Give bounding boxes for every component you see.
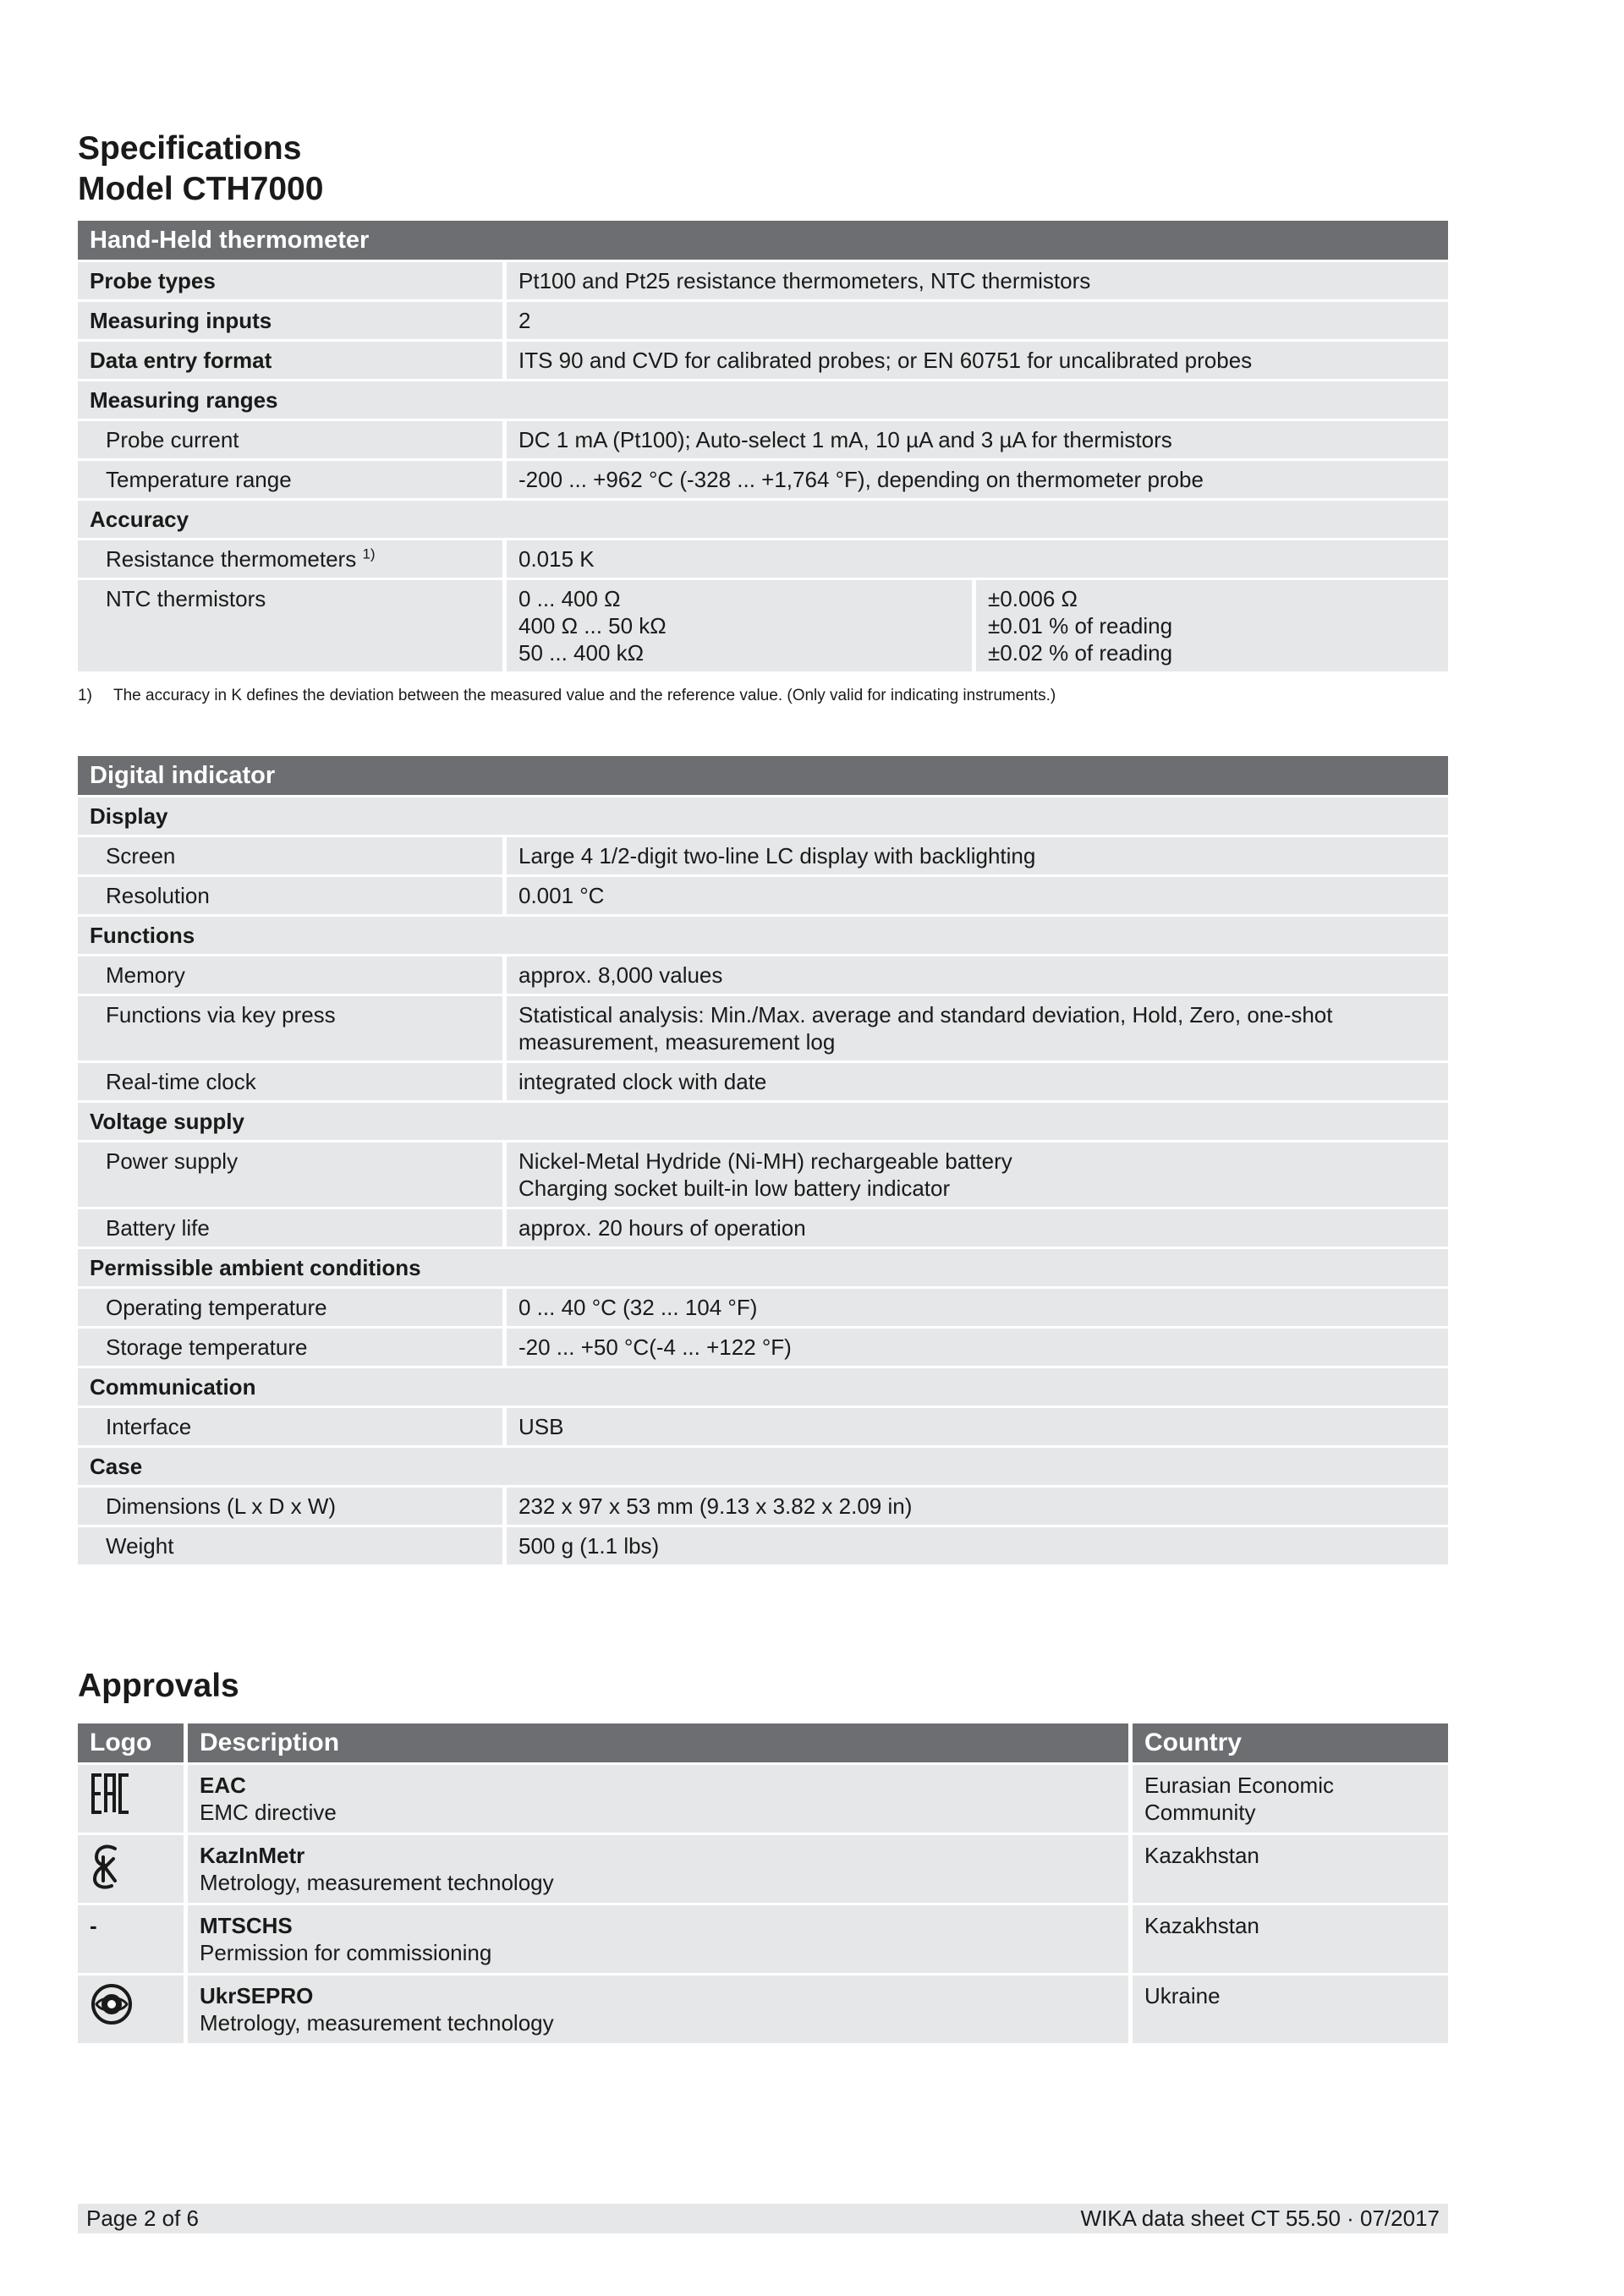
value: Large 4 1/2-digit two-line LC display with backlighting bbox=[507, 837, 1448, 874]
footnote bbox=[78, 687, 1056, 705]
digital-table bbox=[78, 756, 1448, 1567]
row-functions bbox=[78, 917, 1448, 954]
ntc-accuracies bbox=[976, 580, 1448, 671]
page-footer bbox=[78, 2204, 1448, 2233]
label: Operating temperature bbox=[78, 1289, 502, 1326]
country-line: Eurasian Economic bbox=[1144, 1773, 1334, 1798]
approval-name: EAC bbox=[200, 1773, 246, 1798]
country-cell bbox=[1133, 1835, 1448, 1903]
value: 232 x 97 x 53 mm (9.13 x 3.82 x 2.09 in) bbox=[507, 1488, 1448, 1525]
approval-name: MTSCHS bbox=[200, 1913, 293, 1938]
country-cell bbox=[1133, 1975, 1448, 2043]
label: Measuring inputs bbox=[78, 302, 502, 339]
row-probe-types bbox=[78, 262, 1448, 299]
row-ambient bbox=[78, 1249, 1448, 1286]
label-text: Resistance thermometers bbox=[106, 546, 357, 572]
label: Probe types bbox=[78, 262, 502, 299]
row-resolution bbox=[78, 877, 1448, 914]
approvals-table bbox=[78, 1723, 1448, 2046]
digital-header: Digital indicator bbox=[78, 756, 1448, 795]
label: Probe current bbox=[78, 421, 502, 458]
row-weight bbox=[78, 1527, 1448, 1564]
group-label: Measuring ranges bbox=[78, 381, 1448, 419]
approval-row-eac bbox=[78, 1765, 1448, 1833]
label: Power supply bbox=[78, 1143, 502, 1207]
row-measuring-ranges bbox=[78, 381, 1448, 419]
approval-row-ukrsepro bbox=[78, 1975, 1448, 2043]
handheld-header: Hand-Held thermometer bbox=[78, 221, 1448, 260]
label: Real-time clock bbox=[78, 1063, 502, 1100]
title-line-2: Model CTH7000 bbox=[78, 171, 324, 207]
group-label: Display bbox=[78, 797, 1448, 835]
header-logo: Logo bbox=[78, 1723, 184, 1762]
ntc-accuracy: ±0.02 % of reading bbox=[988, 640, 1173, 666]
value-line: measurement, measurement log bbox=[518, 1029, 836, 1055]
ntc-accuracy: ±0.006 Ω bbox=[988, 586, 1078, 611]
label: Data entry format bbox=[78, 342, 502, 379]
value: -200 ... +962 °C (-328 ... +1,764 °F), depending on thermometer probe bbox=[507, 461, 1448, 498]
page-title bbox=[78, 129, 323, 210]
country-line: Community bbox=[1144, 1800, 1256, 1825]
kazinmetr-logo-icon bbox=[90, 1842, 123, 1891]
approval-desc: Permission for commissioning bbox=[200, 1940, 492, 1965]
handheld-table bbox=[78, 221, 1448, 674]
row-power bbox=[78, 1143, 1448, 1207]
ntc-ranges bbox=[507, 580, 972, 671]
row-operating bbox=[78, 1289, 1448, 1326]
country-line: Kazakhstan bbox=[1144, 1913, 1259, 1938]
footnote-text: The accuracy in K defines the deviation between the measured value and the reference value. (Only valid for indicating instruments.) bbox=[113, 687, 1056, 704]
group-label: Permissible ambient conditions bbox=[78, 1249, 1448, 1286]
value-line: Statistical analysis: Min./Max. average and standard deviation, Hold, Zero, one-shot bbox=[518, 1002, 1333, 1027]
value: -20 ... +50 °C(-4 ... +122 °F) bbox=[507, 1329, 1448, 1366]
row-memory bbox=[78, 956, 1448, 994]
label: Storage temperature bbox=[78, 1329, 502, 1366]
value: 0.015 K bbox=[507, 540, 1448, 578]
data-sheet-id: WIKA data sheet CT 55.50 · 07/2017 bbox=[1080, 2206, 1440, 2231]
row-screen bbox=[78, 837, 1448, 874]
row-display bbox=[78, 797, 1448, 835]
value: approx. 8,000 values bbox=[507, 956, 1448, 994]
footnote-mark: 1) bbox=[78, 687, 92, 704]
value: Pt100 and Pt25 resistance thermometers, NTC thermistors bbox=[507, 262, 1448, 299]
value: 0 ... 40 °C (32 ... 104 °F) bbox=[507, 1289, 1448, 1326]
page-number: Page 2 of 6 bbox=[86, 2206, 199, 2231]
approvals-header-row bbox=[78, 1723, 1448, 1762]
header-country: Country bbox=[1133, 1723, 1448, 1762]
row-dimensions bbox=[78, 1488, 1448, 1525]
row-case bbox=[78, 1448, 1448, 1485]
description-cell bbox=[188, 1765, 1128, 1833]
ukrsepro-logo-cell bbox=[78, 1975, 184, 2043]
country-line: Ukraine bbox=[1144, 1983, 1221, 2008]
eac-logo-icon bbox=[90, 1772, 134, 1816]
row-ntc bbox=[78, 580, 1448, 671]
label bbox=[78, 540, 502, 578]
value: DC 1 mA (Pt100); Auto-select 1 mA, 10 µA and 3 µA for thermistors bbox=[507, 421, 1448, 458]
label: Dimensions (L x D x W) bbox=[78, 1488, 502, 1525]
value: integrated clock with date bbox=[507, 1063, 1448, 1100]
label: Interface bbox=[78, 1408, 502, 1445]
approvals-title: Approvals bbox=[78, 1668, 239, 1704]
row-data-entry bbox=[78, 342, 1448, 379]
kazinmetr-logo-cell bbox=[78, 1835, 184, 1903]
approval-name: UkrSEPRO bbox=[200, 1983, 314, 2008]
description-cell bbox=[188, 1905, 1128, 1973]
row-interface bbox=[78, 1408, 1448, 1445]
label: Screen bbox=[78, 837, 502, 874]
header-description: Description bbox=[188, 1723, 1128, 1762]
description-cell bbox=[188, 1975, 1128, 2043]
row-key-press bbox=[78, 996, 1448, 1060]
ntc-range: 0 ... 400 Ω bbox=[518, 586, 621, 611]
title-line-1: Specifications bbox=[78, 130, 302, 167]
value-line: Charging socket built-in low battery indicator bbox=[518, 1175, 951, 1201]
value-line: Nickel-Metal Hydride (Ni-MH) rechargeable battery bbox=[518, 1148, 1012, 1174]
ntc-range: 50 ... 400 kΩ bbox=[518, 640, 645, 666]
approval-row-kazinmetr bbox=[78, 1835, 1448, 1903]
value: 500 g (1.1 lbs) bbox=[507, 1527, 1448, 1564]
approval-name: KazInMetr bbox=[200, 1843, 305, 1868]
value bbox=[507, 1143, 1448, 1207]
value bbox=[507, 996, 1448, 1060]
label: Battery life bbox=[78, 1209, 502, 1247]
description-cell bbox=[188, 1835, 1128, 1903]
footnote-ref: 1) bbox=[362, 545, 376, 562]
value: ITS 90 and CVD for calibrated probes; or EN 60751 for uncalibrated probes bbox=[507, 342, 1448, 379]
ntc-range: 400 Ω ... 50 kΩ bbox=[518, 613, 667, 638]
country-cell bbox=[1133, 1905, 1448, 1973]
label: Memory bbox=[78, 956, 502, 994]
logo-cell-empty: - bbox=[78, 1905, 184, 1973]
row-measuring-inputs bbox=[78, 302, 1448, 339]
label: Weight bbox=[78, 1527, 502, 1564]
ukrsepro-logo-icon bbox=[90, 1982, 134, 2026]
ntc-accuracy: ±0.01 % of reading bbox=[988, 613, 1173, 638]
group-label: Functions bbox=[78, 917, 1448, 954]
label: NTC thermistors bbox=[78, 580, 502, 671]
row-communication bbox=[78, 1368, 1448, 1406]
eac-logo-cell bbox=[78, 1765, 184, 1833]
approval-desc: Metrology, measurement technology bbox=[200, 2010, 554, 2036]
country-line: Kazakhstan bbox=[1144, 1843, 1259, 1868]
row-voltage bbox=[78, 1103, 1448, 1140]
approval-desc: EMC directive bbox=[200, 1800, 337, 1825]
value: approx. 20 hours of operation bbox=[507, 1209, 1448, 1247]
value: 2 bbox=[507, 302, 1448, 339]
approval-desc: Metrology, measurement technology bbox=[200, 1870, 554, 1895]
group-label: Voltage supply bbox=[78, 1103, 1448, 1140]
row-battery bbox=[78, 1209, 1448, 1247]
group-label: Communication bbox=[78, 1368, 1448, 1406]
label: Temperature range bbox=[78, 461, 502, 498]
approval-row-mtschs bbox=[78, 1905, 1448, 1973]
label: Functions via key press bbox=[78, 996, 502, 1060]
label: Resolution bbox=[78, 877, 502, 914]
row-probe-current bbox=[78, 421, 1448, 458]
value: USB bbox=[507, 1408, 1448, 1445]
group-label: Accuracy bbox=[78, 501, 1448, 538]
row-accuracy bbox=[78, 501, 1448, 538]
row-resistance-thermometers bbox=[78, 540, 1448, 578]
group-label: Case bbox=[78, 1448, 1448, 1485]
country-cell bbox=[1133, 1765, 1448, 1833]
row-storage bbox=[78, 1329, 1448, 1366]
row-temperature-range bbox=[78, 461, 1448, 498]
value: 0.001 °C bbox=[507, 877, 1448, 914]
row-clock bbox=[78, 1063, 1448, 1100]
